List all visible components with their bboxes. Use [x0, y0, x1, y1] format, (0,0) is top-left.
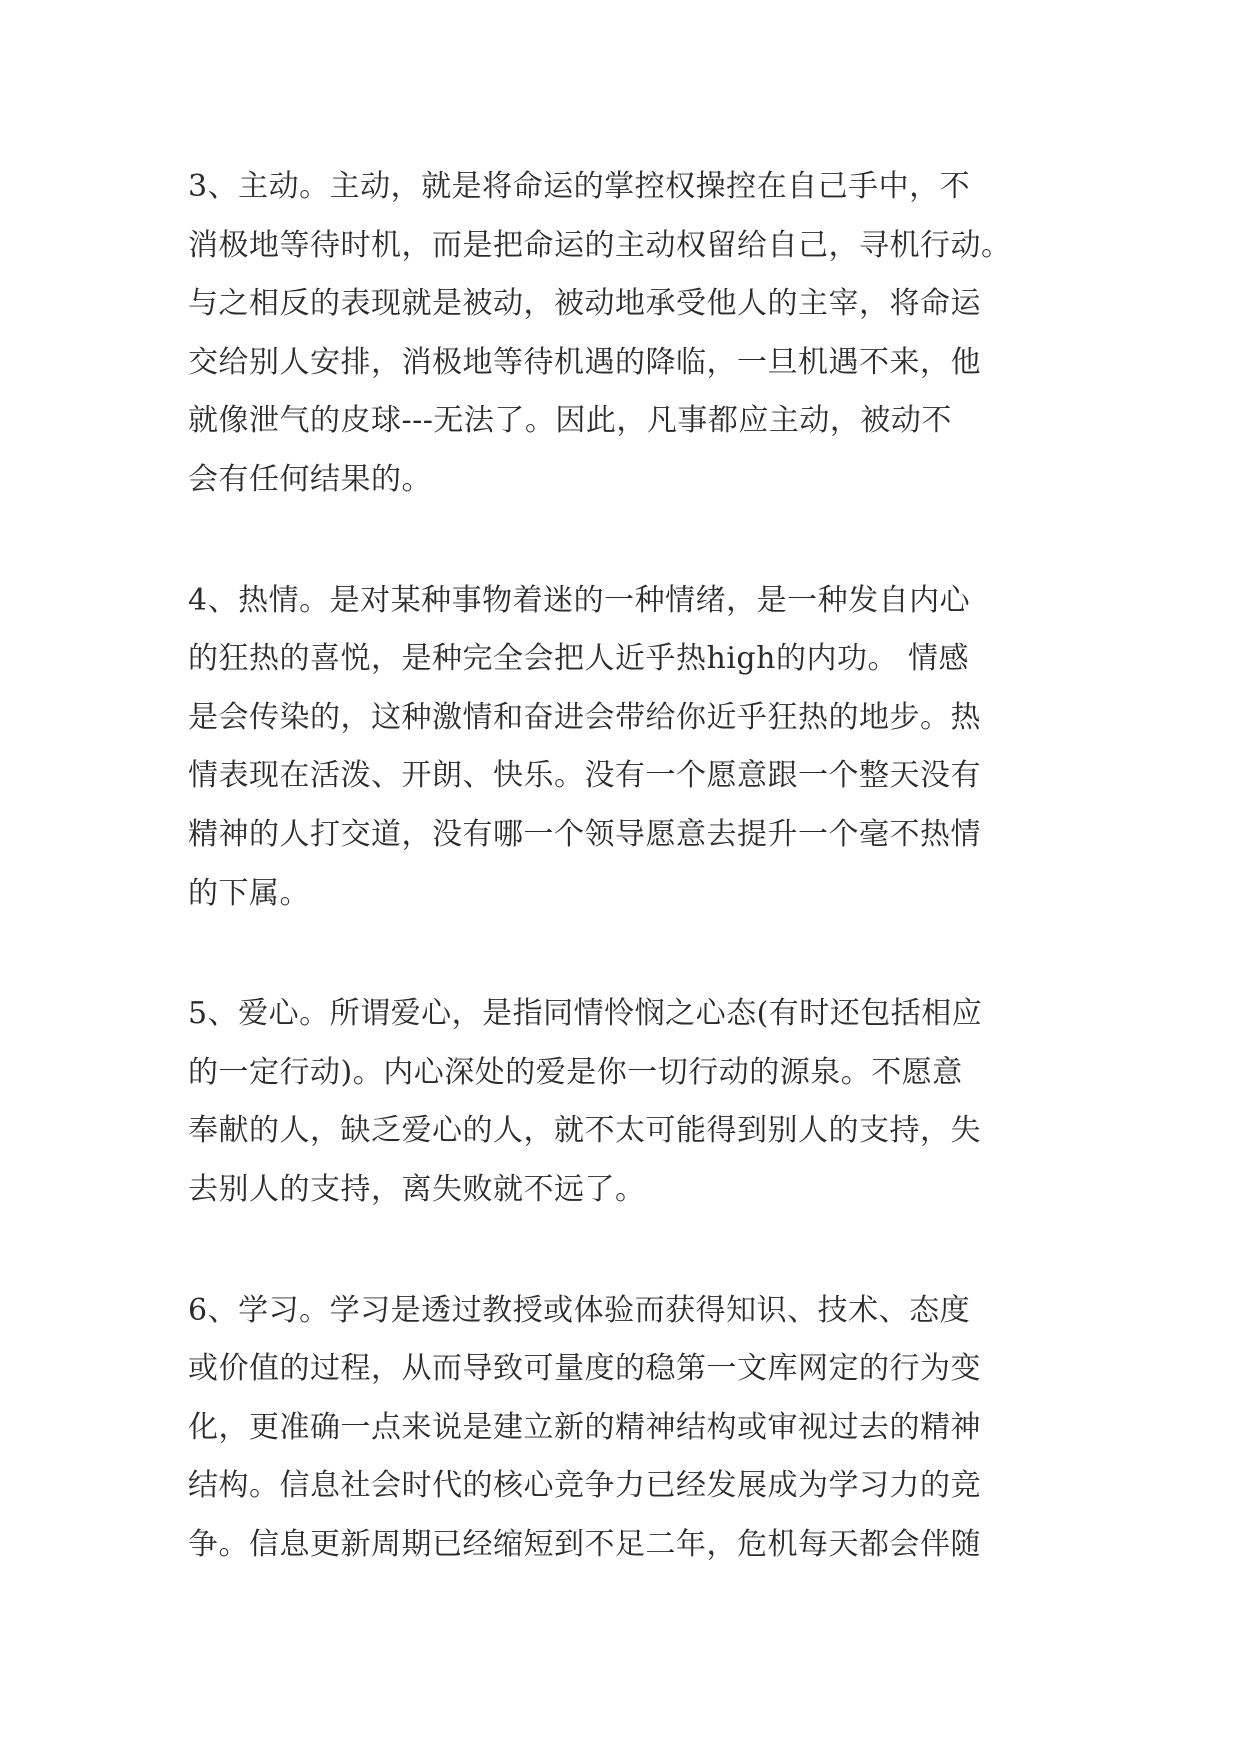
text-line: 6、学习。学习是透过教授或体验而获得知识、技术、态度 — [188, 1292, 971, 1328]
text-line: 与之相反的表现就是被动，被动地承受他人的主宰，将命运 — [188, 286, 981, 322]
paragraph-compassion — [188, 985, 1058, 1219]
paragraph-initiative — [188, 158, 1058, 510]
text-line: 争。信息更新周期已经缩短到不足二年，危机每天都会伴随 — [188, 1526, 981, 1562]
text-line: 就像泄气的皮球---无法了。因此，凡事都应主动，被动不 — [188, 403, 952, 439]
text-line: 3、主动。主动，就是将命运的掌控权操控在自己手中，不 — [188, 169, 971, 204]
text-line: 是会传染的，这种激情和奋进会带给你近乎狂热的地步。热 — [188, 699, 981, 735]
text-line: 化，更准确一点来说是建立新的精神结构或审视过去的精神 — [188, 1409, 981, 1445]
text-line: 去别人的支持，离失败就不远了。 — [188, 1171, 646, 1207]
text-line: 奉献的人，缺乏爱心的人，就不太可能得到别人的支持，失 — [188, 1113, 981, 1149]
text-line: 结构。信息社会时代的核心竞争力已经发展成为学习力的竞 — [188, 1468, 981, 1504]
text-line: 或价值的过程，从而导致可量度的稳第一文库网定的行为变 — [188, 1351, 981, 1387]
text-line: 会有任何结果的。 — [188, 461, 432, 497]
document-body — [188, 158, 1058, 1636]
text-line: 4、热情。是对某种事物着迷的一种情绪，是一种发自内心 — [188, 582, 971, 618]
text-line: 精神的人打交道，没有哪一个领导愿意去提升一个毫不热情 — [188, 816, 981, 852]
paragraph-learning — [188, 1282, 1058, 1575]
text-line: 的一定行动)。内心深处的爱是你一切行动的源泉。不愿意 — [188, 1054, 963, 1090]
text-line: 的狂热的喜悦，是种完全会把人近乎热high的内功。 情感 — [188, 641, 969, 677]
text-line: 5、爱心。所谓爱心，是指同情怜悯之心态(有时还包括相应 — [188, 996, 983, 1032]
text-line: 情表现在活泼、开朗、快乐。没有一个愿意跟一个整天没有 — [188, 758, 981, 794]
text-line: 的下属。 — [188, 875, 310, 911]
text-line: 交给别人安排，消极地等待机遇的降临，一旦机遇不来，他 — [188, 344, 981, 380]
text-line: 消极地等待时机，而是把命运的主动权留给自己，寻机行动。 — [188, 227, 1012, 263]
paragraph-enthusiasm — [188, 572, 1058, 924]
